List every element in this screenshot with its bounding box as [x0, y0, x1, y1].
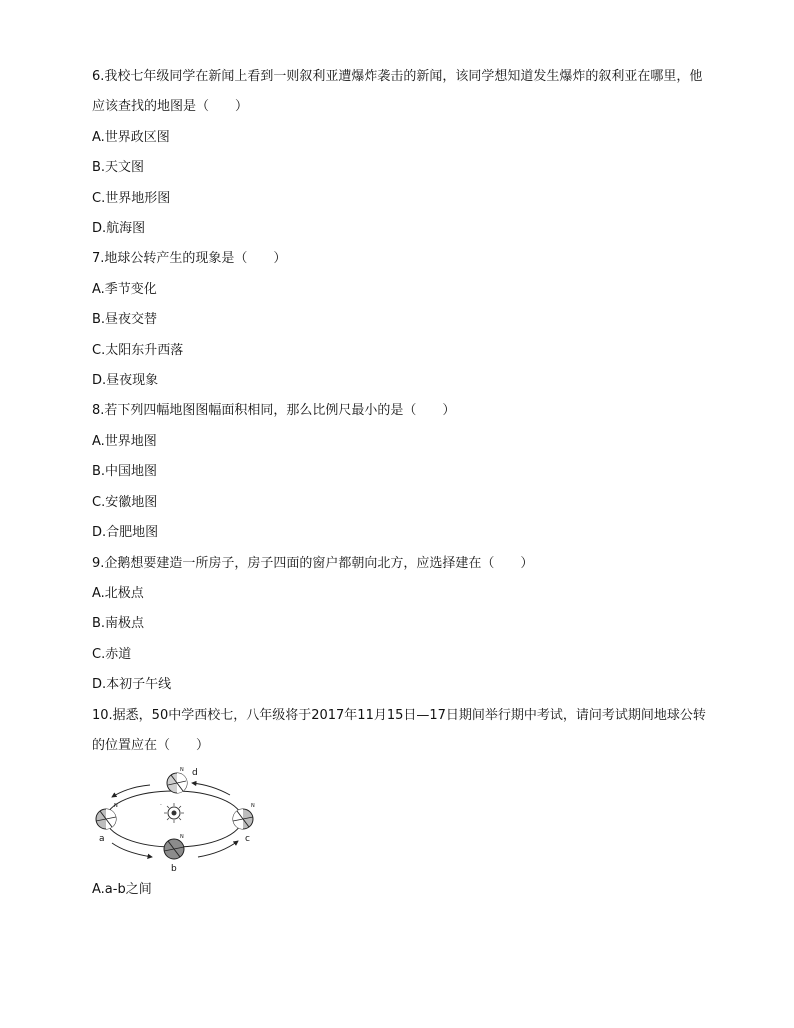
question-6-text: 6.我校七年级同学在新闻上看到一则叙利亚遭爆炸袭击的新闻，该同学想知道发生爆炸的叙利亚在哪里，他应该查找的地图是（ ） [92, 69, 703, 115]
question-10-text: 10.据悉，50中学西校七，八年级将于2017年11月15日—17日期间举行期中考试，请问考试期间地球公转的位置应在（ ） [92, 707, 706, 753]
question-7-option-d: D.昼夜现象 [92, 373, 159, 389]
question-8-option-a: A.世界地图 [92, 433, 157, 449]
question-6-option-b: B.天文图 [92, 160, 145, 176]
question-9-option-d: D.本初子午线 [92, 677, 172, 693]
question-9-text: 9.企鹅想要建造一所房子，房子四面的窗户都朝向北方，应选择建在（ ） [92, 555, 534, 571]
label-c: c [245, 834, 250, 845]
earth-position-a [96, 803, 118, 844]
orbit-arrow-top-left [112, 785, 150, 797]
question-8-option-c: C.安徽地图 [92, 494, 158, 510]
exam-page [92, 62, 707, 906]
question-6-option-a: A.世界政区图 [92, 129, 170, 145]
question-7-option-c: C.太阳东升西落 [92, 342, 184, 358]
earth-orbit-diagram [92, 765, 262, 875]
earth-position-d [167, 767, 198, 793]
earth-position-b [164, 834, 184, 874]
orbit-arrow-bottom-right [198, 841, 238, 857]
label-a: a [99, 834, 105, 845]
label-n-d: N [180, 767, 184, 774]
orbit-arrow-top-right [192, 783, 230, 795]
question-8-option-d: D.合肥地图 [92, 525, 159, 541]
label-n-c: N [251, 803, 255, 810]
question-7-text: 7.地球公转产生的现象是（ ） [92, 251, 287, 267]
earth-position-c [233, 803, 255, 844]
question-9-option-a: A.北极点 [92, 585, 144, 601]
question-9-option-c: C.赤道 [92, 646, 132, 662]
label-n-b: N [180, 834, 184, 841]
question-10-option-a: A.a-b之间 [92, 882, 152, 898]
svg-text:·: · [160, 802, 162, 810]
question-6-option-d: D.航海图 [92, 221, 146, 237]
question-8-text: 8.若下列四幅地图图幅面积相同，那么比例尺最小的是（ ） [92, 403, 456, 419]
question-7-option-a: A.季节变化 [92, 281, 157, 297]
question-9-option-b: B.南极点 [92, 616, 145, 632]
question-7-option-b: B.昼夜交替 [92, 312, 158, 328]
label-b: b [171, 864, 177, 875]
label-d: d [192, 768, 198, 779]
label-n-a: N [114, 803, 118, 810]
question-6-option-c: C.世界地形图 [92, 190, 171, 206]
sun-icon [160, 802, 184, 823]
orbit-svg [92, 765, 262, 875]
question-8-option-b: B.中国地图 [92, 464, 158, 480]
